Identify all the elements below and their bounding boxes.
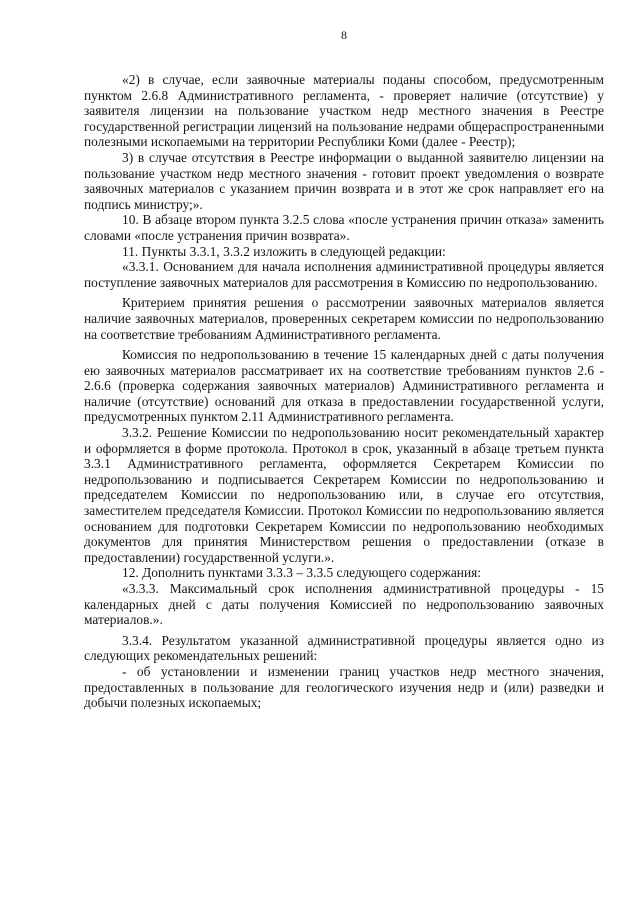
paragraph-3-3-1: «3.3.1. Основанием для начала исполнения административной процедуры является поступление заявочных материалов для рассмотрения в Комиссию по недропользованию.	[84, 259, 604, 290]
page-number: 8	[341, 28, 347, 42]
paragraph-3-3-3: «3.3.3. Максимальный срок исполнения административной процедуры - 15 календарных дней с даты получения Комиссией по недропользованию заявочных материалов.».	[84, 581, 604, 628]
paragraph-3-3-4: 3.3.4. Результатом указанной административной процедуры является одно из следующих рекомендательных решений:	[84, 632, 604, 664]
paragraph-commission-review: Комиссия по недропользованию в течение 15 календарных дней с даты получения ею заявочных материалов рассматривает их на соответствие требованиям пунктов 2.6 - 2.6.6 (проверка содержания заявочных материалов) Административного регламента и наличие (отсутствие) оснований для отказа в предоставлении государственной услуги, предусмотренных пунктом 2.11 Административного регламента.	[84, 347, 604, 425]
paragraph-3-3-2: 3.3.2. Решение Комиссии по недропользованию носит рекомендательный характер и оформляется в форме протокола. Протокол в срок, указанный в абзаце третьем пункта 3.3.1 Административного регламента, оформляется Секретарем Комиссии по недропользованию и подписывается Секретарем Комиссии по недропользованию и председателем Комиссии по недропользованию или, в случае его отсутствия, заместителем председателя Комиссии. Протокол Комиссии по недропользованию является основанием для подготовки Секретарем Комиссии по недропользованию необходимых документов для принятия Министерством решения о предоставлении (отказе в предоставлении) государственной услуги.».	[84, 425, 604, 565]
paragraph-amendment-12: 12. Дополнить пунктами 3.3.3 – 3.3.5 следующего содержания:	[122, 565, 481, 581]
paragraph-item-2: «2) в случае, если заявочные материалы поданы способом, предусмотренным пунктом 2.6.8 Административного регламента, - проверяет наличие (отсутствие) у заявителя лицензии на пользование участком недр местного значения в Реестре государственной регистрации лицензий на пользование недрами общераспространенными полезными ископаемыми на территории Республики Коми (далее - Реестр);	[84, 72, 604, 150]
paragraph-amendment-11: 11. Пункты 3.3.1, 3.3.2 изложить в следующей редакции:	[122, 243, 446, 259]
paragraph-amendment-10: 10. В абзаце втором пункта 3.2.5 слова «после устранения причин отказа» заменить словами «после устранения причин возврата».	[84, 212, 604, 243]
paragraph-item-3: 3) в случае отсутствия в Реестре информации о выданной заявителю лицензии на пользование участком недр местного значения - готовит проект уведомления о возврате заявочных материалов с указанием причин возврата и в этот же срок направляет его на подпись министру;».	[84, 149, 604, 212]
paragraph-list-item-boundaries: - об установлении и изменении границ участков недр местного значения, предоставленных в пользование для геологического изучения недр и (или) разведки и добычи полезных ископаемых;	[84, 663, 604, 711]
paragraph-decision-criterion: Критерием принятия решения о рассмотрении заявочных материалов является наличие заявочных материалов, проверенных секретарем комиссии по недропользованию на соответствие требованиям Административного регламента.	[84, 295, 604, 342]
